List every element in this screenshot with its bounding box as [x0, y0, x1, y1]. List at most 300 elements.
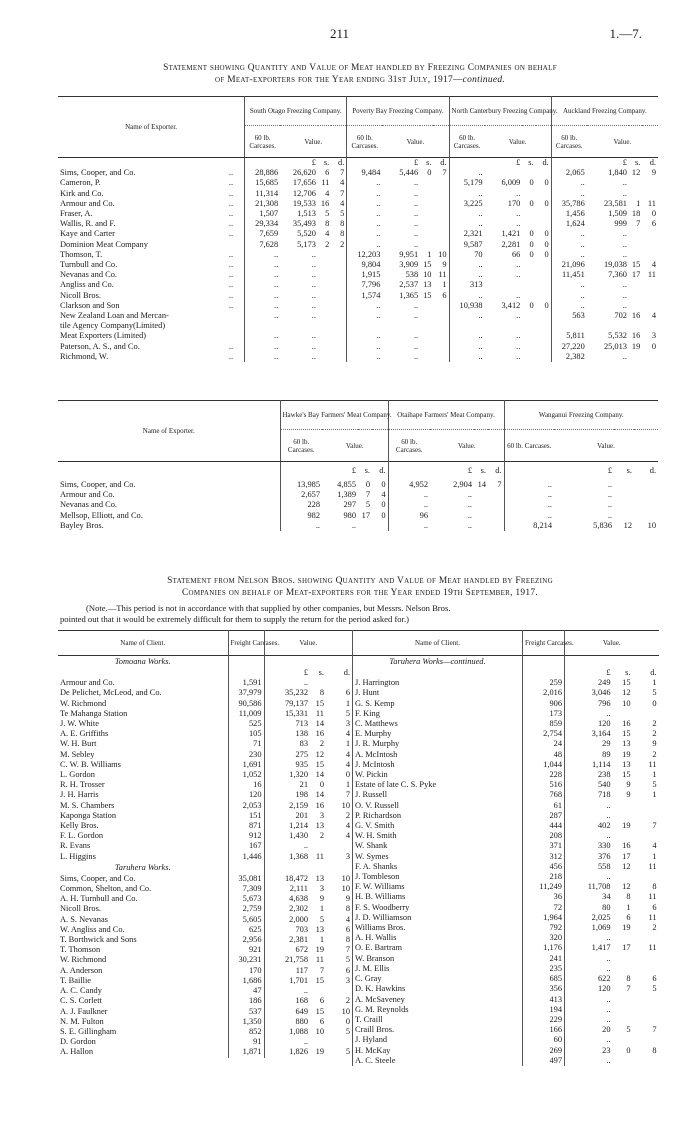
table-row — [58, 189, 658, 199]
value-pence: 0 — [381, 480, 386, 489]
carcases: 35,786 — [551, 199, 587, 209]
table-row — [353, 1056, 659, 1066]
value-pounds: 19,533 — [292, 198, 316, 208]
value-pounds: 11,708 — [565, 882, 613, 892]
client-name: Te Mahanga Station — [60, 708, 128, 718]
value-shillings: 1 — [319, 904, 324, 914]
value-pence: 7 — [497, 480, 502, 489]
client-name: G. M. Reynolds — [353, 1005, 523, 1015]
freight-carcases: 120 — [228, 790, 264, 800]
leader-dots: .. — [228, 300, 234, 310]
value-shillings: 0 — [365, 480, 370, 489]
table-row — [58, 511, 658, 521]
freight-carcases: 71 — [228, 739, 264, 749]
carcases: 15,685 — [245, 178, 281, 188]
value-pounds: .. — [413, 209, 419, 219]
value-shillings: 3 — [319, 884, 324, 894]
client-name: F. L. Gordon — [60, 831, 104, 841]
value-pounds: .. — [264, 986, 310, 996]
value-shillings: 0 — [529, 300, 534, 310]
statement1-title: Statement showing Quantity and Value of Meat handled by Freezing Companies on behalf of Meat-exporters for the Year ending 31st July, 1917—continued. — [163, 63, 557, 85]
freight-carcases: 11,009 — [228, 709, 264, 719]
value-pence: 7 — [340, 168, 345, 178]
client-name: N. M. Fulton — [60, 1016, 104, 1026]
value-pounds: 20 — [565, 1025, 613, 1035]
value-pence — [331, 321, 347, 331]
value-pounds: .. — [264, 1037, 310, 1047]
freight-carcases: 852 — [228, 1027, 264, 1037]
value-pounds: .. — [622, 229, 627, 239]
carcases: .. — [388, 500, 430, 510]
value-pence — [633, 801, 659, 811]
value-pounds: .. — [311, 311, 316, 321]
carcases: 1,507 — [245, 209, 281, 219]
value-pence — [433, 178, 449, 188]
table-row — [353, 739, 659, 749]
value-pence: 5 — [340, 209, 345, 219]
value-pounds: 5,532 — [608, 331, 627, 341]
client-name: De Pelichet, McLeod, and Co. — [60, 688, 162, 698]
value-pence: 11 — [648, 892, 657, 902]
leader-dots: .. — [228, 260, 234, 270]
value-pence: 9 — [651, 168, 656, 178]
value-pounds: 19,038 — [603, 260, 627, 270]
blank-cell — [310, 862, 326, 874]
carcases: .. — [551, 250, 587, 260]
value-shillings: 14 — [477, 480, 486, 489]
blank-cell — [613, 656, 633, 669]
value-shillings: 15 — [622, 770, 631, 780]
exporter-name: Nevanas and Co. — [60, 500, 117, 510]
exporter-header: Name of Exporter. — [58, 97, 245, 158]
value-shillings: 5 — [626, 1025, 631, 1035]
page-number: 211 — [330, 26, 350, 41]
value-pounds: 1,513 — [297, 209, 316, 219]
value-pence: 3 — [345, 851, 351, 861]
value-pence: 1 — [345, 780, 351, 790]
value-shillings — [474, 521, 488, 531]
table-row — [58, 966, 352, 976]
value-pounds: 23 — [565, 1046, 613, 1056]
unit-shilling: s. — [480, 465, 486, 475]
value-pounds: .. — [607, 480, 612, 489]
table-row — [353, 923, 659, 933]
value-shillings: 3 — [319, 810, 324, 820]
leader-dots: .. — [228, 178, 234, 188]
freight-carcases: 166 — [523, 1025, 565, 1035]
value-shillings: 19 — [631, 341, 641, 351]
leader-dots: .. — [228, 249, 234, 259]
value-pounds: 1,840 — [608, 168, 627, 178]
value-pounds: .. — [516, 351, 521, 361]
freight-carcases: 1,691 — [228, 760, 264, 770]
table-row — [353, 678, 659, 688]
carcases-header: 60 lb. Carcases. — [551, 126, 587, 158]
value-shillings: 13 — [622, 739, 631, 749]
value-pounds — [280, 321, 318, 331]
value-pounds: 15,331 — [264, 709, 310, 719]
value-pounds: .. — [311, 331, 316, 341]
freight-carcases: 37,979 — [228, 688, 264, 698]
value-pence — [331, 260, 347, 270]
value-shillings — [420, 209, 433, 219]
carcases: .. — [347, 311, 383, 321]
table-row — [58, 976, 352, 986]
table-row — [58, 480, 658, 490]
client-name: J. Harrington — [353, 678, 523, 688]
value-pence: 0 — [544, 178, 549, 188]
client-name: J. R. Murphy — [353, 739, 523, 749]
leader-dots — [227, 321, 245, 331]
value-pounds: 3,164 — [565, 729, 613, 739]
value-shillings: 17 — [622, 851, 631, 861]
table-row — [58, 996, 352, 1006]
table-row — [58, 841, 352, 851]
value-pounds: 2,111 — [264, 884, 310, 894]
value-shillings: 14 — [315, 790, 324, 800]
freight-carcases: 90,586 — [228, 699, 264, 709]
value-shillings: 15 — [315, 1006, 324, 1016]
leader-dots: .. — [228, 209, 234, 219]
value-shillings — [318, 291, 331, 301]
value-pounds: 79,137 — [264, 699, 310, 709]
value-pounds: 1,417 — [565, 943, 613, 953]
value-header: Value. — [406, 137, 425, 146]
unit-cell — [388, 462, 430, 481]
value-shillings: 9 — [626, 790, 631, 800]
freight-carcases: 259 — [523, 678, 565, 688]
spacer-cell — [58, 668, 228, 678]
table-row — [58, 894, 352, 904]
works-heading: Taruhera Works. — [114, 862, 171, 872]
value-pence — [488, 521, 504, 531]
value-pence: 2 — [340, 239, 345, 249]
client-name: T. Craill — [353, 1015, 523, 1025]
carcases-header: 60 lb. Carcases. — [388, 430, 430, 462]
freight-carcases: 72 — [523, 903, 565, 913]
carcases: .. — [449, 189, 485, 199]
value-shillings: 2 — [319, 831, 324, 841]
table-row — [58, 760, 352, 770]
carcases: .. — [449, 311, 485, 321]
value-pounds: .. — [622, 280, 627, 290]
value-shillings — [614, 480, 634, 490]
value-pounds: .. — [413, 229, 419, 239]
carcases: 982 — [280, 511, 322, 521]
carcases: 3,225 — [449, 199, 485, 209]
value-shillings: 17 — [361, 510, 370, 520]
value-pounds: 796 — [565, 699, 613, 709]
value-pence: 11 — [647, 270, 656, 280]
carcases: .. — [347, 178, 383, 188]
carcases-header: 60 lb. Carcases. — [449, 126, 485, 158]
value-pounds: 25,013 — [603, 341, 627, 351]
value-pence: 4 — [345, 729, 351, 739]
value-pounds: .. — [516, 188, 521, 198]
value-pence — [433, 321, 449, 331]
leader-dots: .. — [228, 290, 234, 300]
works-heading-row — [58, 862, 352, 874]
carcases — [245, 321, 281, 331]
value-pounds: .. — [311, 341, 316, 351]
value-pounds: 297 — [343, 500, 356, 510]
value-shillings — [629, 189, 642, 199]
carcases — [551, 321, 587, 331]
table-row — [353, 903, 659, 913]
value-shillings — [614, 490, 634, 500]
value-pence: 0 — [651, 341, 656, 351]
value-shillings: 15 — [315, 975, 324, 985]
exporter-name: tile Agency Company(Limited) — [60, 321, 166, 331]
carcases: 2,321 — [449, 229, 485, 239]
value-shillings: 11 — [315, 955, 324, 965]
spacer-cell — [523, 668, 565, 678]
table-row — [58, 699, 352, 709]
value-shillings — [318, 301, 331, 311]
carcases: 1,915 — [347, 270, 383, 280]
freight-carcases: 91 — [228, 1037, 264, 1047]
value-pence: 4 — [345, 914, 351, 924]
freight-carcases: 105 — [228, 729, 264, 739]
value-shillings: 12 — [622, 882, 631, 892]
value-shillings: 1 — [626, 902, 631, 912]
value-shillings — [318, 321, 331, 331]
client-name: A. H. Wallis — [353, 933, 523, 943]
value-shillings: 11 — [321, 178, 330, 188]
table-row — [58, 521, 658, 531]
value-pounds: .. — [413, 300, 419, 310]
client-name: J. Tombleson — [353, 872, 523, 882]
value-shillings — [420, 229, 433, 239]
value-shillings — [614, 511, 634, 521]
value-pounds: 21 — [264, 780, 310, 790]
freight-carcases: 320 — [523, 933, 565, 943]
value-pounds: .. — [413, 198, 419, 208]
value-pence: 6 — [651, 219, 656, 229]
client-name: Nicoll Bros. — [60, 904, 101, 914]
value-pence: 4 — [652, 841, 657, 851]
value-pounds: 6,009 — [501, 178, 521, 188]
carcases: 11,451 — [551, 270, 587, 280]
value-pence — [633, 1056, 659, 1066]
table-row — [58, 500, 658, 510]
value-pounds: 18,472 — [264, 874, 310, 884]
table-row — [58, 260, 658, 270]
value-pounds: .. — [565, 1056, 613, 1066]
client-name: G. V. Smith — [353, 821, 523, 831]
value-pence: 1 — [442, 280, 447, 290]
freight-carcases: 1,871 — [228, 1047, 264, 1057]
value-pence: 3 — [345, 975, 351, 985]
freight-carcases: 5,673 — [228, 894, 264, 904]
table-row — [353, 1005, 659, 1015]
value-pence — [326, 986, 352, 996]
carcases: 21,308 — [245, 199, 281, 209]
units-row — [58, 158, 658, 169]
value-pounds: 672 — [264, 945, 310, 955]
value-pounds: 330 — [565, 841, 613, 851]
value-header: Value. — [304, 137, 323, 146]
client-name: J. Russell — [353, 790, 523, 800]
value-pounds — [485, 280, 523, 290]
unit-cell — [347, 158, 383, 169]
value-pounds: 3,412 — [501, 300, 521, 310]
table-row — [58, 291, 658, 301]
freight-carcases: 60 — [523, 1035, 565, 1045]
table-row — [353, 974, 659, 984]
value-pence: 0 — [381, 510, 386, 520]
value-shillings — [318, 250, 331, 260]
value-header: Value. — [264, 631, 352, 656]
freight-carcases: 371 — [523, 841, 565, 851]
value-pounds: 1,368 — [264, 852, 310, 862]
freight-carcases: 229 — [523, 1015, 565, 1025]
value-shillings: 16 — [622, 719, 631, 729]
value-pounds: .. — [565, 831, 613, 841]
freight-carcases: 1,044 — [523, 760, 565, 770]
leader-dots: .. — [228, 219, 234, 229]
value-pence — [633, 995, 659, 1005]
value-shillings — [522, 291, 535, 301]
value-pence: 4 — [381, 490, 386, 500]
value-shillings: 19 — [622, 749, 631, 759]
client-name: M. S. Chambers — [60, 800, 115, 810]
value-pounds: 2,381 — [264, 935, 310, 945]
value-pounds: 5,836 — [593, 520, 612, 530]
value-pence: 5 — [345, 1047, 351, 1057]
value-pounds: 1,365 — [399, 290, 419, 300]
carcases: .. — [449, 352, 485, 362]
value-pounds: 138 — [264, 729, 310, 739]
value-pounds: 1,430 — [264, 831, 310, 841]
value-shillings: 2 — [319, 739, 324, 749]
table-row — [353, 862, 659, 872]
freight-carcases: 1,052 — [228, 770, 264, 780]
client-name: F. S. Woodberry — [353, 903, 523, 913]
value-pounds: .. — [622, 290, 627, 300]
freight-carcases: 921 — [228, 945, 264, 955]
value-shillings: 10 — [423, 270, 432, 280]
value-pounds: .. — [311, 280, 316, 290]
value-shillings: 16 — [631, 331, 641, 341]
value-pence — [536, 291, 552, 301]
carcases: .. — [245, 331, 281, 341]
value-shillings — [318, 260, 331, 270]
blank-cell — [228, 656, 264, 669]
unit-shilling: s. — [625, 668, 631, 677]
carcases: .. — [504, 500, 554, 510]
unit-pence: d. — [650, 668, 657, 677]
value-shillings: 0 — [626, 1045, 631, 1055]
value-shillings: 10 — [622, 698, 631, 708]
client-name: F. King — [353, 709, 523, 719]
value-pence: 8 — [345, 935, 351, 945]
value-pence — [372, 521, 388, 531]
value-header: Value. — [613, 137, 632, 146]
value-shillings — [310, 1037, 326, 1047]
value-pounds: .. — [565, 1035, 613, 1045]
value-pounds — [485, 321, 523, 331]
client-name: A. E. Griffiths — [60, 729, 109, 739]
value-pounds: 2,904 — [453, 480, 472, 489]
value-pence — [633, 954, 659, 964]
value-pence — [633, 709, 659, 719]
client-name: W. H. Burt — [60, 739, 97, 749]
freight-header: Freight Carcases. — [228, 631, 264, 656]
carcases: 9,804 — [347, 260, 383, 270]
value-pounds: 89 — [565, 750, 613, 760]
company-header: Auckland Freezing Company. — [551, 97, 658, 126]
value-pence — [433, 240, 449, 250]
unit-pound: £ — [565, 668, 613, 678]
value-pence — [326, 678, 352, 688]
value-shillings — [613, 964, 633, 974]
company-header: North Canterbury Freezing Company. — [449, 97, 551, 126]
value-shillings — [420, 219, 433, 229]
table-row — [58, 935, 352, 945]
value-shillings — [474, 500, 488, 510]
value-shillings: 0 — [529, 198, 534, 208]
table-row — [353, 729, 659, 739]
client-name: A. C. Steele — [353, 1056, 523, 1066]
value-pounds: .. — [467, 510, 472, 520]
value-shillings: 16 — [622, 841, 631, 851]
value-pence: 0 — [345, 770, 351, 780]
carcases: .. — [551, 301, 587, 311]
value-shillings — [629, 280, 642, 290]
value-pence — [331, 342, 347, 352]
exporter-name: Sims, Cooper, and Co. — [60, 480, 136, 489]
carcases: 21,096 — [551, 260, 587, 270]
value-pounds: 3,909 — [399, 260, 419, 270]
blank-cell — [565, 656, 613, 669]
carcases: .. — [347, 342, 383, 352]
value-pounds: .. — [413, 331, 419, 341]
carcases: 7,659 — [245, 229, 281, 239]
carcases: 2,065 — [551, 168, 587, 178]
carcases-header: 60 lb. Carcases. — [347, 126, 383, 158]
value-shillings — [613, 831, 633, 841]
value-shillings — [629, 352, 642, 362]
freight-carcases: 61 — [523, 801, 565, 811]
value-pence: 7 — [652, 821, 657, 831]
exporter-name: Armour and Co. — [60, 198, 115, 208]
value-pence: 10 — [341, 1006, 351, 1016]
value-pounds: 558 — [565, 862, 613, 872]
value-shillings — [522, 260, 535, 270]
value-shillings: 0 — [529, 229, 534, 239]
value-shillings — [310, 678, 326, 688]
carcases — [347, 321, 383, 331]
carcases: .. — [347, 189, 383, 199]
value-pounds: 1,421 — [501, 229, 521, 239]
freight-carcases: 2,016 — [523, 688, 565, 698]
value-shillings: 18 — [631, 209, 641, 219]
value-pounds: 249 — [565, 678, 613, 688]
client-name: T. Baillie — [60, 975, 92, 985]
value-shillings — [522, 189, 535, 199]
carcases: .. — [245, 342, 281, 352]
table-row — [353, 811, 659, 821]
value-pence: 1 — [652, 678, 657, 688]
value-shillings — [613, 954, 633, 964]
value-pence — [536, 280, 552, 290]
carcases: .. — [551, 229, 587, 239]
value-pence — [536, 219, 552, 229]
value-pence: 10 — [341, 800, 351, 810]
carcases: .. — [245, 270, 281, 280]
freight-carcases: 230 — [228, 750, 264, 760]
